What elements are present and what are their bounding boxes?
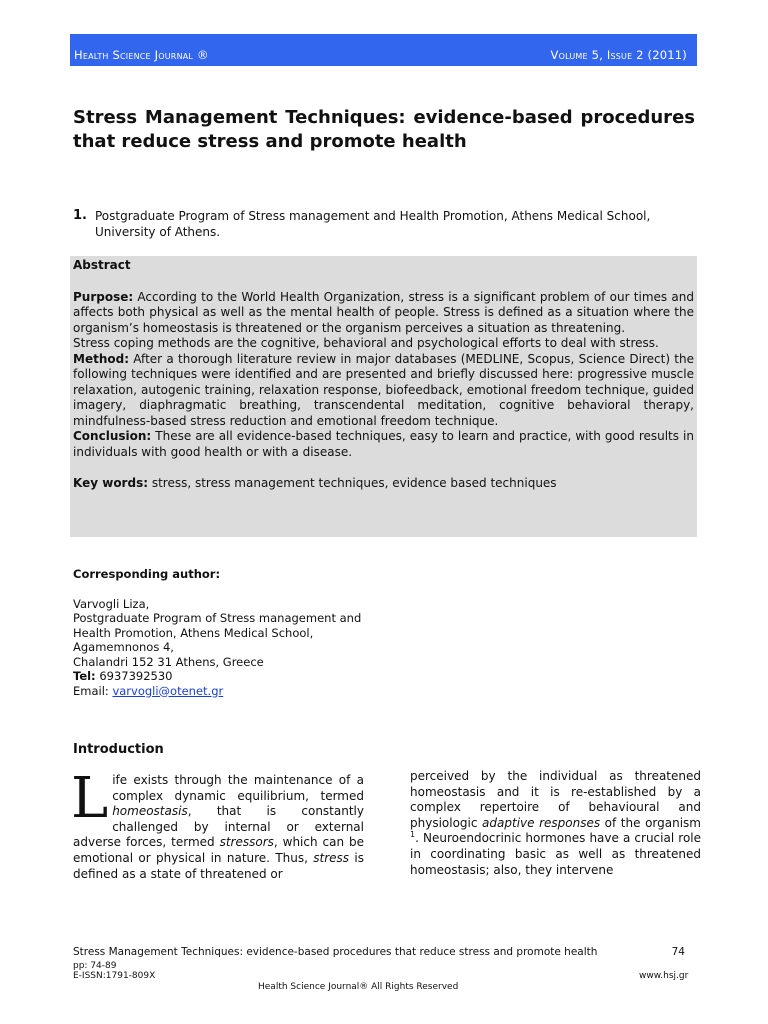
intro-italic-term: stressors bbox=[219, 835, 274, 850]
affiliation-text: Postgraduate Program of Stress management and Health Promotion, Athens Medical School, University of Athens. bbox=[95, 209, 651, 239]
email-line bbox=[73, 684, 433, 699]
paper-title: Stress Management Techniques: evidence-based procedures that reduce stress and promote health bbox=[73, 107, 695, 152]
email-label: Email: bbox=[73, 683, 113, 698]
intro-italic-term: adaptive responses bbox=[482, 815, 601, 830]
abstract-purpose bbox=[73, 290, 694, 337]
abstract-box bbox=[70, 256, 697, 537]
intro-text: , which can be emotional or physical in nature. Thus, bbox=[73, 835, 364, 865]
citation-marker[interactable]: 1 bbox=[410, 830, 416, 840]
footer-website: www.hsj.gr bbox=[639, 971, 689, 981]
intro-text: of the organism bbox=[600, 815, 701, 830]
footer-running-line bbox=[73, 946, 685, 958]
corresponding-line: Agamemnonos 4, bbox=[73, 640, 174, 654]
intro-text: perceived by the individual as threatened homeostasis and it is re-established by a complex repertoire of behavioural and physiologic bbox=[410, 769, 701, 830]
corresponding-author-label: Corresponding author: bbox=[73, 567, 221, 581]
method-label: Method: bbox=[73, 351, 129, 366]
affiliation bbox=[73, 208, 695, 240]
intro-text: . Neuroendocrinic hormones have a crucial role in coordinating basic as well as threatened homeostasis; also, they intervene bbox=[410, 831, 701, 877]
purpose-label: Purpose: bbox=[73, 289, 134, 304]
footer-rights: Health Science Journal® All Rights Reserved bbox=[258, 982, 459, 992]
conclusion-text: These are all evidence-based techniques, easy to learn and practice, with good results in individuals with good health or with a disease. bbox=[73, 429, 694, 459]
intro-left-column bbox=[71, 766, 364, 882]
keywords-label: Key words: bbox=[73, 476, 149, 490]
intro-italic-term: stress bbox=[313, 850, 350, 865]
tel-value: 6937392530 bbox=[95, 669, 173, 683]
tel-label: Tel: bbox=[73, 669, 96, 683]
drop-cap: L bbox=[71, 766, 109, 831]
intro-right-column bbox=[410, 769, 701, 878]
corresponding-author-block bbox=[73, 567, 433, 698]
method-text: After a thorough literature review in major databases (MEDLINE, Scopus, Science Direct) the following techniques were identified and are presented and briefly discussed here: progressive muscle relaxation, autogenic training, relaxation response, biofeedback, emotional freedom technique, guided imagery, diaphragmatic breathing, transcendental meditation, cognitive behavioral therapy, mindfulness-based stress reduction and emotional freedom technique. bbox=[73, 351, 694, 428]
volume-issue: Volume 5, Issue 2 (2011) bbox=[550, 48, 687, 62]
email-link[interactable]: varvogli@otenet.gr bbox=[112, 683, 224, 698]
conclusion-label: Conclusion: bbox=[73, 429, 152, 443]
journal-header-bar bbox=[70, 34, 697, 66]
intro-text: , that is constantly challenged by internal or external adverse forces, termed bbox=[73, 804, 364, 850]
abstract-method bbox=[73, 352, 694, 430]
introduction-heading: Introduction bbox=[73, 742, 164, 757]
footer-issn: E-ISSN:1791-809X bbox=[73, 971, 156, 981]
abstract-heading: Abstract bbox=[73, 258, 131, 272]
corresponding-line: Health Promotion, Athens Medical School, bbox=[73, 625, 314, 640]
abstract-keywords bbox=[73, 476, 694, 492]
corresponding-line: Varvogli Liza, bbox=[73, 596, 150, 611]
abstract-conclusion bbox=[73, 429, 694, 460]
corresponding-line: Chalandri 152 31 Athens, Greece bbox=[73, 654, 264, 669]
abstract-coping: Stress coping methods are the cognitive, behavioral and psychological efforts to deal with stress. bbox=[73, 336, 659, 350]
intro-text: ife exists through the maintenance of a complex dynamic equilibrium, termed bbox=[112, 773, 364, 803]
intro-text: is defined as a state of threatened or bbox=[73, 850, 364, 881]
footer-page-number: 74 bbox=[671, 946, 685, 958]
intro-italic-term: homeostasis bbox=[112, 804, 188, 819]
affiliation-number: 1. bbox=[73, 208, 87, 223]
footer-running-title: Stress Management Techniques: evidence-based procedures that reduce stress and promote health bbox=[73, 946, 598, 958]
telephone-line bbox=[73, 669, 433, 684]
corresponding-line: Postgraduate Program of Stress management and bbox=[73, 611, 362, 625]
keywords-text: stress, stress management techniques, evidence based techniques bbox=[148, 476, 557, 490]
journal-name: Health Science Journal ® bbox=[74, 48, 209, 62]
footer-pages: pp: 74-89 bbox=[73, 961, 117, 971]
purpose-text: According to the World Health Organization, stress is a significant problem of our times and affects both physical as well as the mental health of people. Stress is defined as a situation where the organism’s homeostasis is threatened or the organism perceives a situation as threatening. bbox=[73, 289, 694, 335]
